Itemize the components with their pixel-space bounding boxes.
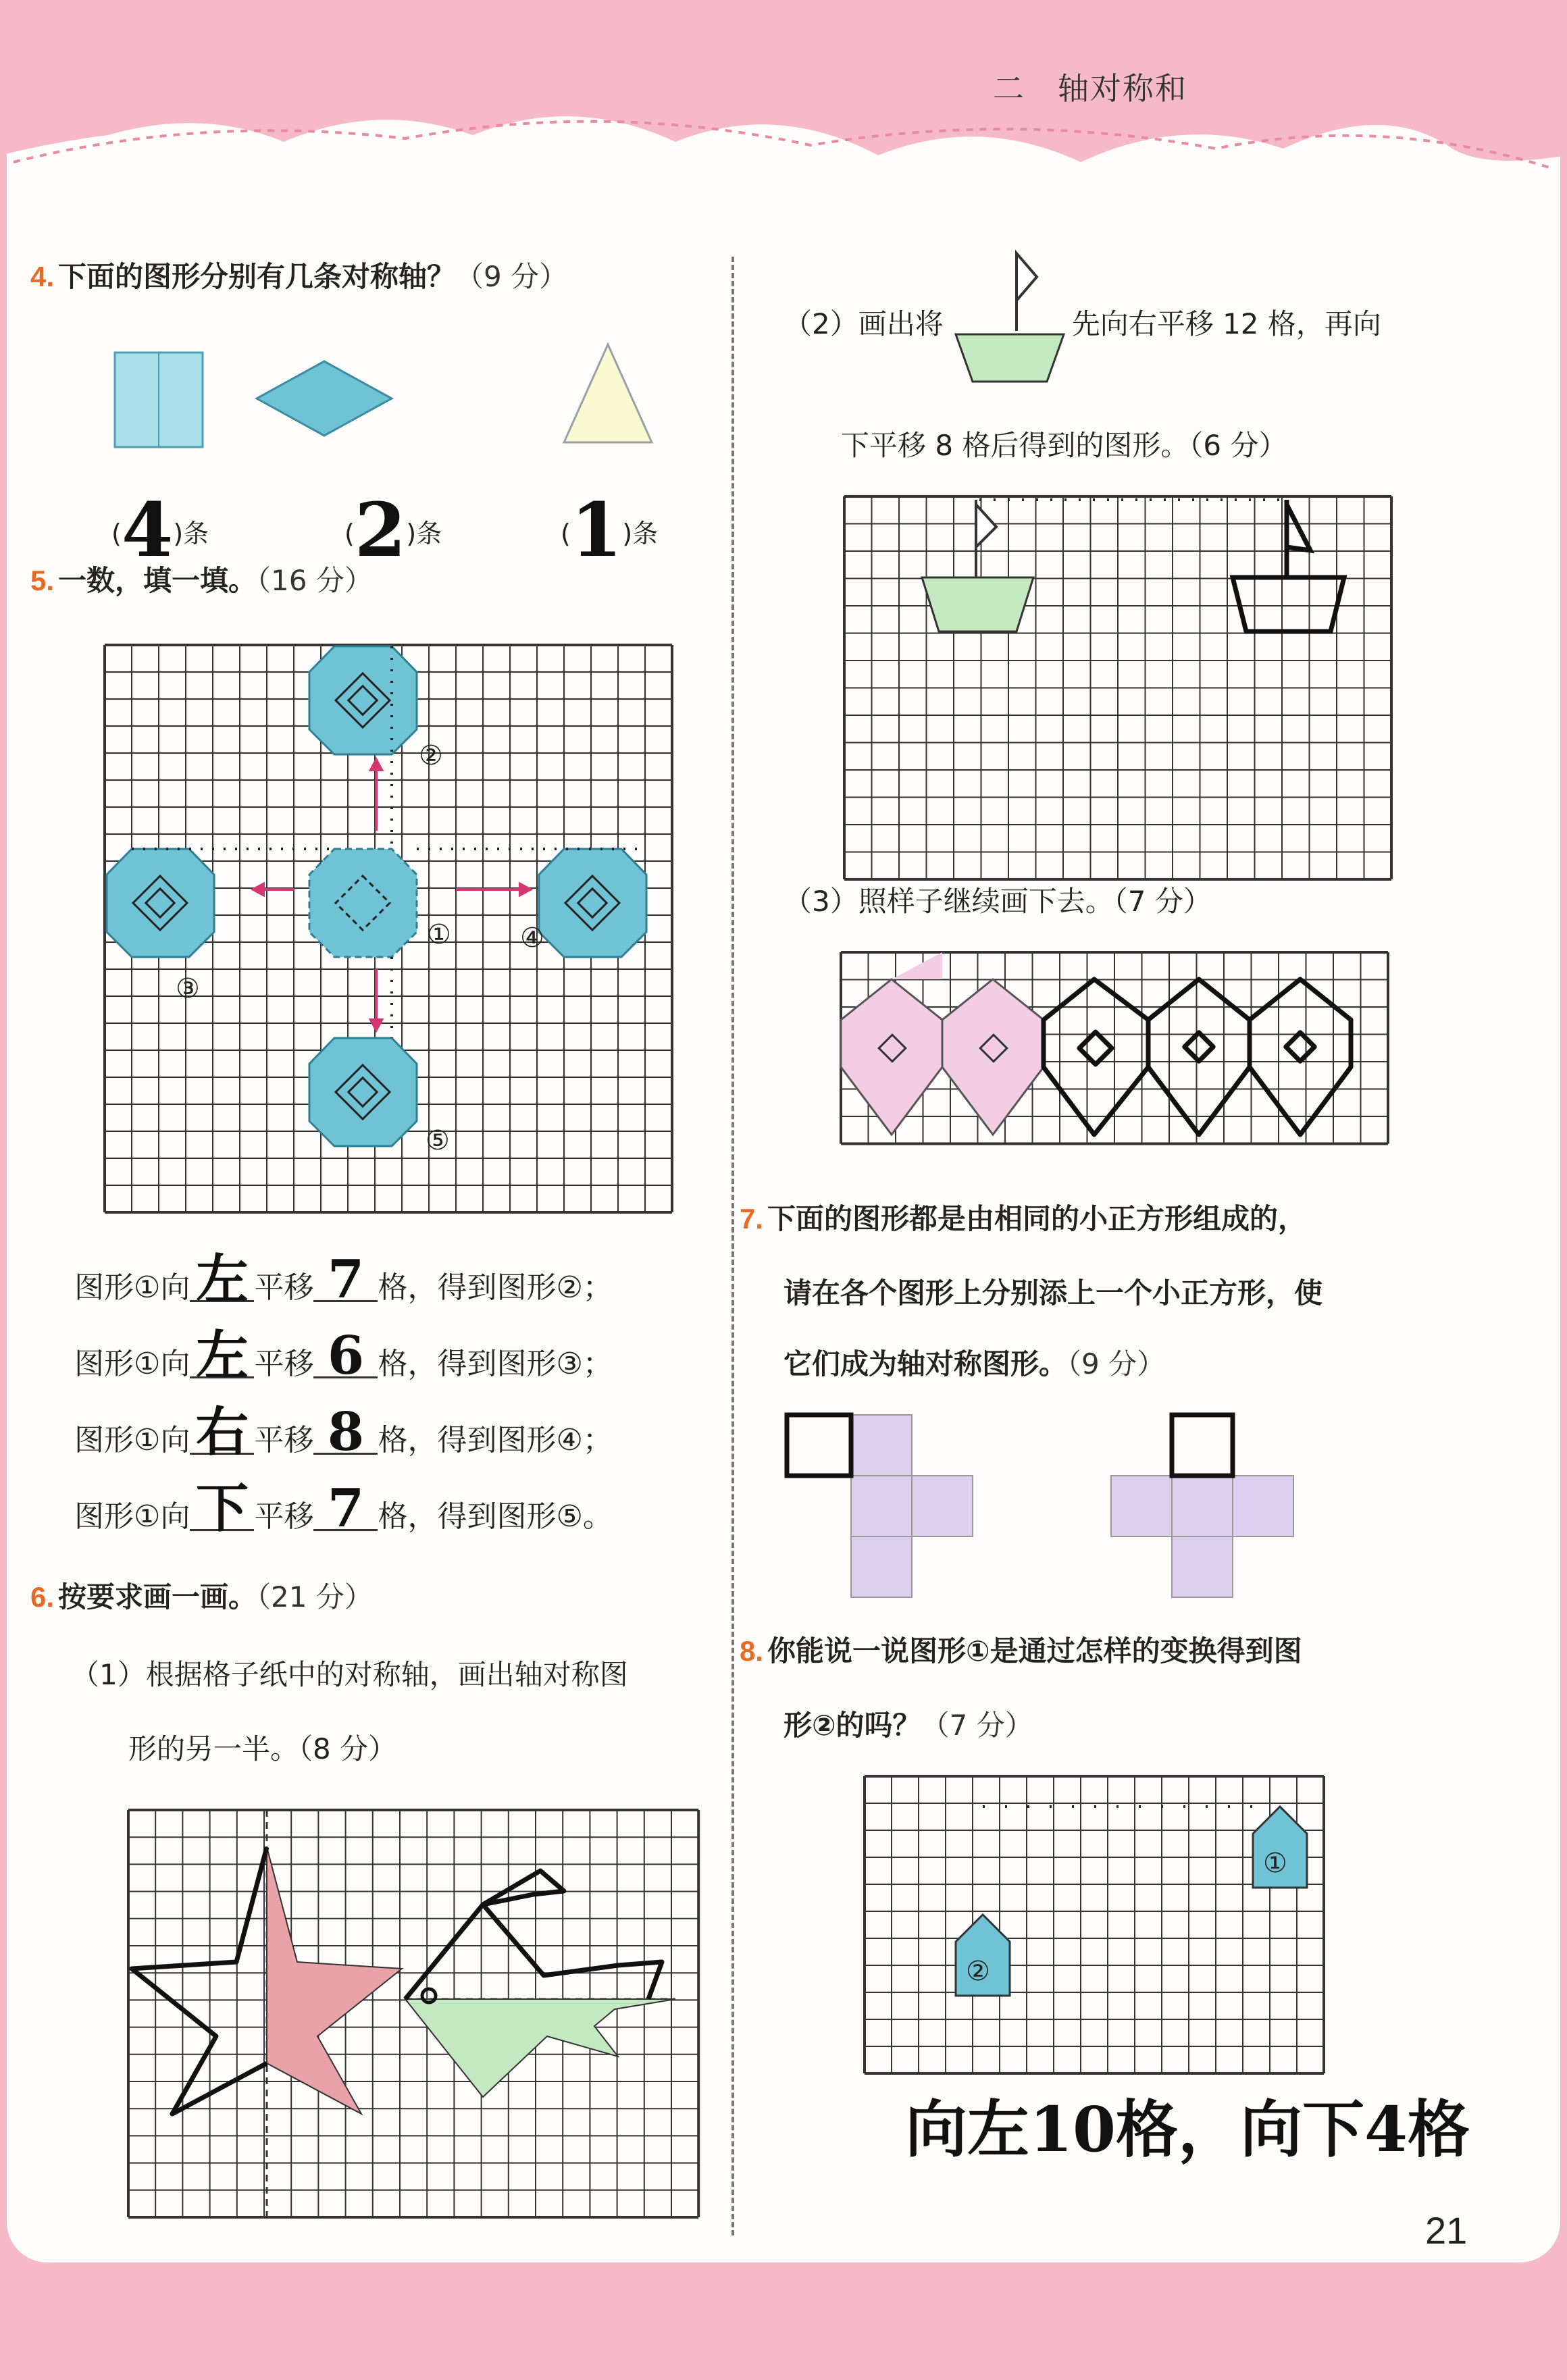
q4-triangle <box>564 344 652 442</box>
q6-grid2-lines <box>844 496 1391 879</box>
q6-fish-half <box>405 1999 675 2097</box>
q6-part1-line1: （1）根据格子纸中的对称轴，画出轴对称图 <box>71 1658 628 1691</box>
q6-prompt <box>30 1580 373 1614</box>
header-wave <box>0 0 1567 257</box>
q8-grid <box>865 1776 1341 2073</box>
q8-line1: 8. 你能说一说图形①是通过怎样的变换得到图 <box>740 1634 1302 1667</box>
q6-grid-2 <box>844 496 1391 848</box>
q7-line3: 它们成为轴对称图形。（9 分） <box>784 1347 1166 1380</box>
q7-shape-2 <box>1111 1476 1293 1597</box>
q4-answer-1-value: 4 <box>121 486 174 573</box>
q5-fill-line: 图形①向 右 平移 8 格，得到图形④； <box>74 1401 613 1463</box>
q5-label-5: ⑤ <box>426 1125 450 1156</box>
q6-part2-line1: （2）画出将 先向右平移 12 格，再向 <box>784 307 1381 340</box>
q4-answer-3-value: 1 <box>570 486 623 573</box>
q6-grid-1 <box>128 1810 699 2219</box>
q5-fill-line: 图形①向 左 平移 7 格，得到图形②； <box>74 1249 613 1310</box>
q5-direction-answer: 下 <box>190 1489 254 1531</box>
chapter-title: 二 轴对称和 <box>993 70 1187 107</box>
q5-shape-5 <box>309 1038 417 1146</box>
q7-shape-2-added <box>1172 1415 1233 1476</box>
q4-points: （9 分） <box>455 260 568 293</box>
column-divider <box>731 257 734 2235</box>
q8-answer: 向左10格，向下4格 <box>905 2093 1470 2166</box>
q6-part1-line2: 形的另一半。（8 分） <box>128 1732 397 1765</box>
page-number: 21 <box>1425 2209 1468 2252</box>
q8-number: 8. <box>740 1635 764 1667</box>
q5-steps-answer: 8 <box>313 1412 378 1455</box>
q4-answer-3: (1)条 <box>561 486 659 573</box>
q4-answer-2: (2)条 <box>344 486 442 573</box>
q5-steps-answer: 6 <box>313 1336 378 1378</box>
q6-boat-icon <box>952 250 1067 388</box>
q7-shape-1 <box>851 1415 973 1597</box>
q7-line2: 请在各个图形上分别添上一个小正方形，使 <box>784 1276 1323 1310</box>
q5-fill-line: 图形①向 下 平移 7 格，得到图形⑤。 <box>74 1478 613 1539</box>
q8-gridlines <box>865 1776 1324 2073</box>
q5-grid <box>105 645 679 1222</box>
q5-shape-4 <box>539 849 646 957</box>
q5-direction-answer: 左 <box>190 1336 254 1378</box>
q4-answer-1: (4)条 <box>111 486 209 573</box>
q6-star-drawn-half <box>132 1847 267 2114</box>
q8-line2: 形②的吗？（7 分） <box>784 1709 1033 1742</box>
q6-part3-text: （3）照样子继续画下去。（7 分） <box>784 885 1212 918</box>
q8-label-2: ② <box>966 1956 990 1987</box>
q6-part2-line2: 下平移 8 格后得到的图形。（6 分） <box>841 429 1287 462</box>
q7-line1: 7. 下面的图形都是由相同的小正方形组成的， <box>740 1202 1307 1235</box>
q5-text: 一数，填一填。 <box>58 564 257 597</box>
q6-points: （21 分） <box>257 1580 373 1613</box>
q5-prompt <box>30 564 373 598</box>
q6-grid1-lines <box>128 1810 698 2217</box>
q5-shape-2 <box>309 646 417 754</box>
q4-number: 4. <box>30 261 55 292</box>
q7-shape-1-added <box>787 1415 851 1476</box>
q4-rhombus <box>257 361 392 436</box>
q7-number: 7. <box>740 1203 764 1235</box>
q6-star-half <box>267 1847 402 2114</box>
q6-text: 按要求画一画。 <box>58 1580 257 1613</box>
q5-shape-1 <box>309 849 417 957</box>
q5-direction-answer: 左 <box>190 1260 254 1302</box>
q5-label-2: ② <box>419 740 443 771</box>
q5-steps-answer: 7 <box>313 1260 378 1302</box>
q4-text: 下面的图形分别有几条对称轴？ <box>58 260 456 293</box>
q5-direction-answer: 右 <box>190 1412 254 1455</box>
q6-grid-3 <box>841 952 1388 1141</box>
q4-prompt <box>30 260 567 294</box>
q6-number: 6. <box>30 1581 55 1613</box>
q5-steps-answer: 7 <box>313 1489 378 1531</box>
q6-fish-drawn-half <box>405 1871 662 1999</box>
q5-label-4: ④ <box>520 923 544 954</box>
q5-label-3: ③ <box>176 973 200 1004</box>
q5-fill-line: 图形①向 左 平移 6 格，得到图形③； <box>74 1325 613 1387</box>
q6-boat-original <box>922 500 1033 631</box>
q5-number: 5. <box>30 565 55 596</box>
q5-shape-3 <box>107 849 214 957</box>
q5-label-1: ① <box>427 919 451 950</box>
q8-label-1: ① <box>1263 1848 1287 1879</box>
q4-shapes <box>108 344 682 459</box>
q6-boat-translated <box>1233 500 1344 631</box>
q5-points: （16 分） <box>257 564 373 597</box>
q7-shapes <box>784 1412 1358 1601</box>
q4-answer-2-value: 2 <box>354 486 407 573</box>
